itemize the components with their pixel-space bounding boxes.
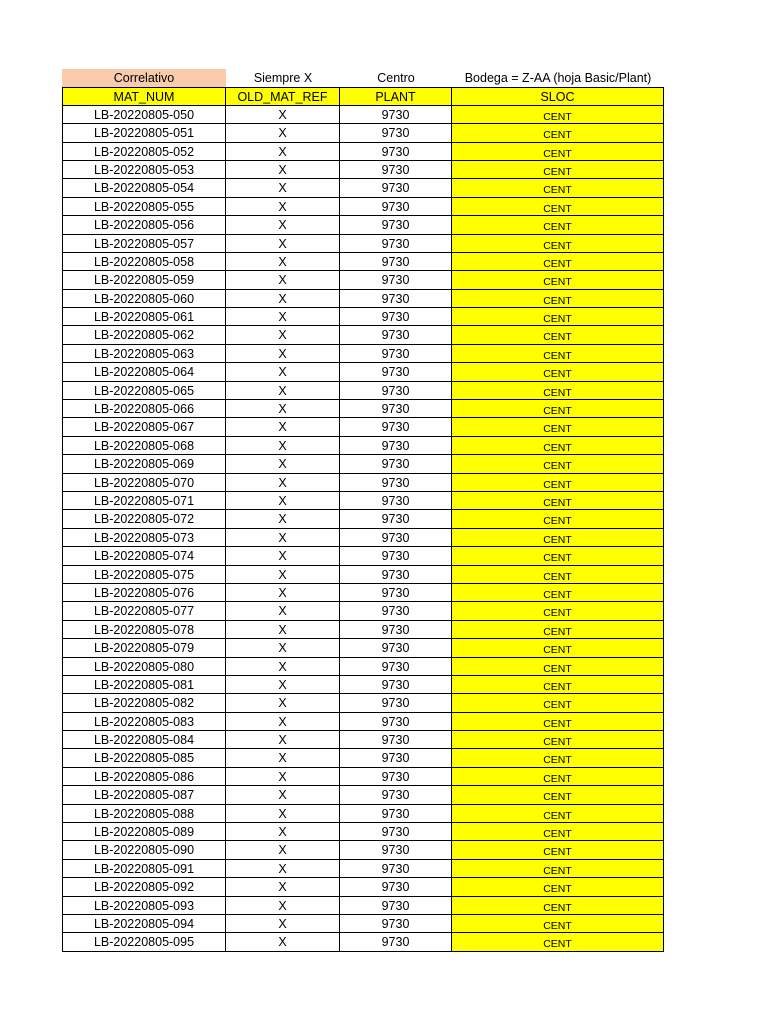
table-row [62, 492, 664, 510]
plant-cell[interactable]: 9730 [340, 437, 452, 455]
mat-num-cell[interactable]: LB-20220805-060 [62, 290, 226, 308]
sloc-cell[interactable]: CENT [452, 676, 664, 694]
description-row [62, 69, 664, 87]
sloc-cell[interactable]: CENT [452, 621, 664, 639]
plant-cell[interactable]: 9730 [340, 326, 452, 344]
mat-num-cell[interactable]: LB-20220805-067 [62, 418, 226, 436]
sloc-cell[interactable]: CENT [452, 768, 664, 786]
old-mat-ref-cell[interactable]: X [226, 768, 340, 786]
mat-num-cell[interactable]: LB-20220805-082 [62, 694, 226, 712]
old-mat-ref-cell[interactable]: X [226, 676, 340, 694]
sloc-cell[interactable]: CENT [452, 492, 664, 510]
mat-num-cell[interactable]: LB-20220805-094 [62, 915, 226, 933]
description-cell-correlativo[interactable]: Correlativo [62, 69, 226, 87]
old-mat-ref-cell[interactable]: X [226, 253, 340, 271]
sloc-cell[interactable]: CENT [452, 106, 664, 124]
mat-num-cell[interactable]: LB-20220805-058 [62, 253, 226, 271]
spreadsheet-table [62, 69, 664, 952]
header-cell-old-mat-ref[interactable]: OLD_MAT_REF [226, 87, 340, 105]
mat-num-cell[interactable]: LB-20220805-087 [62, 786, 226, 804]
table-row [62, 805, 664, 823]
old-mat-ref-cell[interactable]: X [226, 805, 340, 823]
table-row [62, 363, 664, 381]
mat-num-cell[interactable]: LB-20220805-070 [62, 474, 226, 492]
table-row [62, 235, 664, 253]
table-row [62, 198, 664, 216]
mat-num-cell[interactable]: LB-20220805-065 [62, 382, 226, 400]
plant-cell[interactable]: 9730 [340, 805, 452, 823]
table-row [62, 474, 664, 492]
old-mat-ref-cell[interactable]: X [226, 639, 340, 657]
sloc-cell[interactable]: CENT [452, 216, 664, 234]
plant-cell[interactable]: 9730 [340, 566, 452, 584]
old-mat-ref-cell[interactable]: X [226, 143, 340, 161]
sloc-cell[interactable]: CENT [452, 602, 664, 620]
table-row [62, 933, 664, 951]
table-row [62, 179, 664, 197]
table-row [62, 106, 664, 124]
table-row [62, 418, 664, 436]
mat-num-cell[interactable]: LB-20220805-080 [62, 658, 226, 676]
sloc-cell[interactable]: CENT [452, 345, 664, 363]
plant-cell[interactable]: 9730 [340, 216, 452, 234]
plant-cell[interactable]: 9730 [340, 713, 452, 731]
sloc-cell[interactable]: CENT [452, 308, 664, 326]
old-mat-ref-cell[interactable]: X [226, 308, 340, 326]
plant-cell[interactable]: 9730 [340, 694, 452, 712]
plant-cell[interactable]: 9730 [340, 510, 452, 528]
plant-cell[interactable]: 9730 [340, 933, 452, 951]
mat-num-cell[interactable]: LB-20220805-089 [62, 823, 226, 841]
old-mat-ref-cell[interactable]: X [226, 235, 340, 253]
plant-cell[interactable]: 9730 [340, 878, 452, 896]
old-mat-ref-cell[interactable]: X [226, 915, 340, 933]
plant-cell[interactable]: 9730 [340, 198, 452, 216]
plant-cell[interactable]: 9730 [340, 621, 452, 639]
plant-cell[interactable]: 9730 [340, 639, 452, 657]
sloc-cell[interactable]: CENT [452, 474, 664, 492]
table-row [62, 584, 664, 602]
table-row [62, 823, 664, 841]
table-row [62, 510, 664, 528]
mat-num-cell[interactable]: LB-20220805-072 [62, 510, 226, 528]
old-mat-ref-cell[interactable]: X [226, 749, 340, 767]
plant-cell[interactable]: 9730 [340, 308, 452, 326]
table-row [62, 326, 664, 344]
table-row [62, 271, 664, 289]
mat-num-cell[interactable]: LB-20220805-054 [62, 179, 226, 197]
table-row [62, 566, 664, 584]
old-mat-ref-cell[interactable]: X [226, 455, 340, 473]
plant-cell[interactable]: 9730 [340, 768, 452, 786]
mat-num-cell[interactable]: LB-20220805-068 [62, 437, 226, 455]
sloc-cell[interactable]: CENT [452, 805, 664, 823]
table-row [62, 621, 664, 639]
table-row [62, 382, 664, 400]
old-mat-ref-cell[interactable]: X [226, 602, 340, 620]
old-mat-ref-cell[interactable]: X [226, 198, 340, 216]
old-mat-ref-cell[interactable]: X [226, 529, 340, 547]
mat-num-cell[interactable]: LB-20220805-076 [62, 584, 226, 602]
old-mat-ref-cell[interactable]: X [226, 713, 340, 731]
old-mat-ref-cell[interactable]: X [226, 786, 340, 804]
mat-num-cell[interactable]: LB-20220805-056 [62, 216, 226, 234]
plant-cell[interactable]: 9730 [340, 731, 452, 749]
plant-cell[interactable]: 9730 [340, 179, 452, 197]
table-row [62, 713, 664, 731]
sloc-cell[interactable]: CENT [452, 786, 664, 804]
sloc-cell[interactable]: CENT [452, 841, 664, 859]
table-row [62, 124, 664, 142]
plant-cell[interactable]: 9730 [340, 400, 452, 418]
old-mat-ref-cell[interactable]: X [226, 492, 340, 510]
table-row [62, 841, 664, 859]
mat-num-cell[interactable]: LB-20220805-063 [62, 345, 226, 363]
old-mat-ref-cell[interactable]: X [226, 437, 340, 455]
sloc-cell[interactable]: CENT [452, 143, 664, 161]
old-mat-ref-cell[interactable]: X [226, 878, 340, 896]
old-mat-ref-cell[interactable]: X [226, 400, 340, 418]
table-row [62, 786, 664, 804]
plant-cell[interactable]: 9730 [340, 124, 452, 142]
plant-cell[interactable]: 9730 [340, 860, 452, 878]
mat-num-cell[interactable]: LB-20220805-062 [62, 326, 226, 344]
old-mat-ref-cell[interactable]: X [226, 216, 340, 234]
plant-cell[interactable]: 9730 [340, 290, 452, 308]
mat-num-cell[interactable]: LB-20220805-074 [62, 547, 226, 565]
old-mat-ref-cell[interactable]: X [226, 566, 340, 584]
table-row [62, 915, 664, 933]
sloc-cell[interactable]: CENT [452, 510, 664, 528]
sloc-cell[interactable]: CENT [452, 639, 664, 657]
sloc-cell[interactable]: CENT [452, 584, 664, 602]
mat-num-cell[interactable]: LB-20220805-086 [62, 768, 226, 786]
old-mat-ref-cell[interactable]: X [226, 621, 340, 639]
plant-cell[interactable]: 9730 [340, 584, 452, 602]
plant-cell[interactable]: 9730 [340, 841, 452, 859]
plant-cell[interactable]: 9730 [340, 235, 452, 253]
header-cell-plant[interactable]: PLANT [340, 87, 452, 105]
old-mat-ref-cell[interactable]: X [226, 694, 340, 712]
table-row [62, 216, 664, 234]
table-row [62, 658, 664, 676]
plant-cell[interactable]: 9730 [340, 786, 452, 804]
sloc-cell[interactable]: CENT [452, 658, 664, 676]
table-row [62, 437, 664, 455]
old-mat-ref-cell[interactable]: X [226, 290, 340, 308]
mat-num-cell[interactable]: LB-20220805-092 [62, 878, 226, 896]
sloc-cell[interactable]: CENT [452, 253, 664, 271]
mat-num-cell[interactable]: LB-20220805-071 [62, 492, 226, 510]
sloc-cell[interactable]: CENT [452, 547, 664, 565]
sloc-cell[interactable]: CENT [452, 382, 664, 400]
old-mat-ref-cell[interactable]: X [226, 382, 340, 400]
plant-cell[interactable]: 9730 [340, 271, 452, 289]
sloc-cell[interactable]: CENT [452, 897, 664, 915]
mat-num-cell[interactable]: LB-20220805-057 [62, 235, 226, 253]
table-row [62, 547, 664, 565]
sloc-cell[interactable]: CENT [452, 326, 664, 344]
mat-num-cell[interactable]: LB-20220805-081 [62, 676, 226, 694]
sloc-cell[interactable]: CENT [452, 878, 664, 896]
mat-num-cell[interactable]: LB-20220805-050 [62, 106, 226, 124]
table-row [62, 731, 664, 749]
old-mat-ref-cell[interactable]: X [226, 841, 340, 859]
mat-num-cell[interactable]: LB-20220805-085 [62, 749, 226, 767]
old-mat-ref-cell[interactable]: X [226, 658, 340, 676]
plant-cell[interactable]: 9730 [340, 823, 452, 841]
old-mat-ref-cell[interactable]: X [226, 933, 340, 951]
table-row [62, 290, 664, 308]
sloc-cell[interactable]: CENT [452, 823, 664, 841]
sloc-cell[interactable]: CENT [452, 749, 664, 767]
old-mat-ref-cell[interactable]: X [226, 161, 340, 179]
plant-cell[interactable]: 9730 [340, 676, 452, 694]
plant-cell[interactable]: 9730 [340, 492, 452, 510]
sloc-cell[interactable]: CENT [452, 161, 664, 179]
mat-num-cell[interactable]: LB-20220805-051 [62, 124, 226, 142]
old-mat-ref-cell[interactable]: X [226, 363, 340, 381]
plant-cell[interactable]: 9730 [340, 106, 452, 124]
old-mat-ref-cell[interactable]: X [226, 897, 340, 915]
description-cell-siempre-x[interactable]: Siempre X [253, 71, 313, 85]
old-mat-ref-cell[interactable]: X [226, 179, 340, 197]
old-mat-ref-cell[interactable]: X [226, 326, 340, 344]
table-row [62, 400, 664, 418]
description-cell-centro[interactable]: Centro [377, 71, 415, 85]
sloc-cell[interactable]: CENT [452, 694, 664, 712]
mat-num-cell[interactable]: LB-20220805-053 [62, 161, 226, 179]
sloc-cell[interactable]: CENT [452, 529, 664, 547]
sloc-cell[interactable]: CENT [452, 400, 664, 418]
mat-num-cell[interactable]: LB-20220805-090 [62, 841, 226, 859]
old-mat-ref-cell[interactable]: X [226, 823, 340, 841]
mat-num-cell[interactable]: LB-20220805-084 [62, 731, 226, 749]
sloc-cell[interactable]: CENT [452, 455, 664, 473]
table-row [62, 897, 664, 915]
table-row [62, 768, 664, 786]
table-row [62, 308, 664, 326]
sloc-cell[interactable]: CENT [452, 271, 664, 289]
plant-cell[interactable]: 9730 [340, 345, 452, 363]
old-mat-ref-cell[interactable]: X [226, 860, 340, 878]
table-row [62, 639, 664, 657]
mat-num-cell[interactable]: LB-20220805-064 [62, 363, 226, 381]
old-mat-ref-cell[interactable]: X [226, 547, 340, 565]
mat-num-cell[interactable]: LB-20220805-088 [62, 805, 226, 823]
plant-cell[interactable]: 9730 [340, 143, 452, 161]
old-mat-ref-cell[interactable]: X [226, 731, 340, 749]
sloc-cell[interactable]: CENT [452, 731, 664, 749]
sloc-cell[interactable]: CENT [452, 437, 664, 455]
table-body [62, 106, 664, 952]
plant-cell[interactable]: 9730 [340, 529, 452, 547]
sloc-cell[interactable]: CENT [452, 363, 664, 381]
mat-num-cell[interactable]: LB-20220805-079 [62, 639, 226, 657]
mat-num-cell[interactable]: LB-20220805-069 [62, 455, 226, 473]
plant-cell[interactable]: 9730 [340, 749, 452, 767]
sloc-cell[interactable]: CENT [452, 198, 664, 216]
table-row [62, 878, 664, 896]
plant-cell[interactable]: 9730 [340, 418, 452, 436]
table-row [62, 455, 664, 473]
mat-num-cell[interactable]: LB-20220805-093 [62, 897, 226, 915]
mat-num-cell[interactable]: LB-20220805-066 [62, 400, 226, 418]
sloc-cell[interactable]: CENT [452, 860, 664, 878]
sloc-cell[interactable]: CENT [452, 124, 664, 142]
old-mat-ref-cell[interactable]: X [226, 271, 340, 289]
plant-cell[interactable]: 9730 [340, 658, 452, 676]
mat-num-cell[interactable]: LB-20220805-083 [62, 713, 226, 731]
plant-cell[interactable]: 9730 [340, 253, 452, 271]
description-cell-bodega[interactable]: Bodega = Z-AA (hoja Basic/Plant) [464, 71, 652, 85]
sloc-cell[interactable]: CENT [452, 915, 664, 933]
old-mat-ref-cell[interactable]: X [226, 510, 340, 528]
mat-num-cell[interactable]: LB-20220805-055 [62, 198, 226, 216]
old-mat-ref-cell[interactable]: X [226, 124, 340, 142]
mat-num-cell[interactable]: LB-20220805-052 [62, 143, 226, 161]
table-row [62, 694, 664, 712]
table-row [62, 345, 664, 363]
table-row [62, 143, 664, 161]
sloc-cell[interactable]: CENT [452, 290, 664, 308]
header-row [62, 87, 664, 105]
mat-num-cell[interactable]: LB-20220805-059 [62, 271, 226, 289]
old-mat-ref-cell[interactable]: X [226, 474, 340, 492]
mat-num-cell[interactable]: LB-20220805-073 [62, 529, 226, 547]
sloc-cell[interactable]: CENT [452, 235, 664, 253]
header-cell-mat-num[interactable]: MAT_NUM [62, 87, 226, 105]
old-mat-ref-cell[interactable]: X [226, 584, 340, 602]
table-row [62, 253, 664, 271]
sloc-cell[interactable]: CENT [452, 713, 664, 731]
table-row [62, 602, 664, 620]
plant-cell[interactable]: 9730 [340, 547, 452, 565]
old-mat-ref-cell[interactable]: X [226, 345, 340, 363]
table-row [62, 529, 664, 547]
sloc-cell[interactable]: CENT [452, 418, 664, 436]
mat-num-cell[interactable]: LB-20220805-075 [62, 566, 226, 584]
plant-cell[interactable]: 9730 [340, 474, 452, 492]
header-cell-sloc[interactable]: SLOC [452, 87, 664, 105]
table-row [62, 860, 664, 878]
old-mat-ref-cell[interactable]: X [226, 106, 340, 124]
plant-cell[interactable]: 9730 [340, 455, 452, 473]
plant-cell[interactable]: 9730 [340, 602, 452, 620]
table-row [62, 161, 664, 179]
mat-num-cell[interactable]: LB-20220805-091 [62, 860, 226, 878]
sloc-cell[interactable]: CENT [452, 933, 664, 951]
mat-num-cell[interactable]: LB-20220805-061 [62, 308, 226, 326]
plant-cell[interactable]: 9730 [340, 161, 452, 179]
table-row [62, 749, 664, 767]
plant-cell[interactable]: 9730 [340, 915, 452, 933]
plant-cell[interactable]: 9730 [340, 382, 452, 400]
mat-num-cell[interactable]: LB-20220805-095 [62, 933, 226, 951]
mat-num-cell[interactable]: LB-20220805-078 [62, 621, 226, 639]
table-row [62, 676, 664, 694]
sloc-cell[interactable]: CENT [452, 179, 664, 197]
old-mat-ref-cell[interactable]: X [226, 418, 340, 436]
plant-cell[interactable]: 9730 [340, 897, 452, 915]
sloc-cell[interactable]: CENT [452, 566, 664, 584]
plant-cell[interactable]: 9730 [340, 363, 452, 381]
mat-num-cell[interactable]: LB-20220805-077 [62, 602, 226, 620]
